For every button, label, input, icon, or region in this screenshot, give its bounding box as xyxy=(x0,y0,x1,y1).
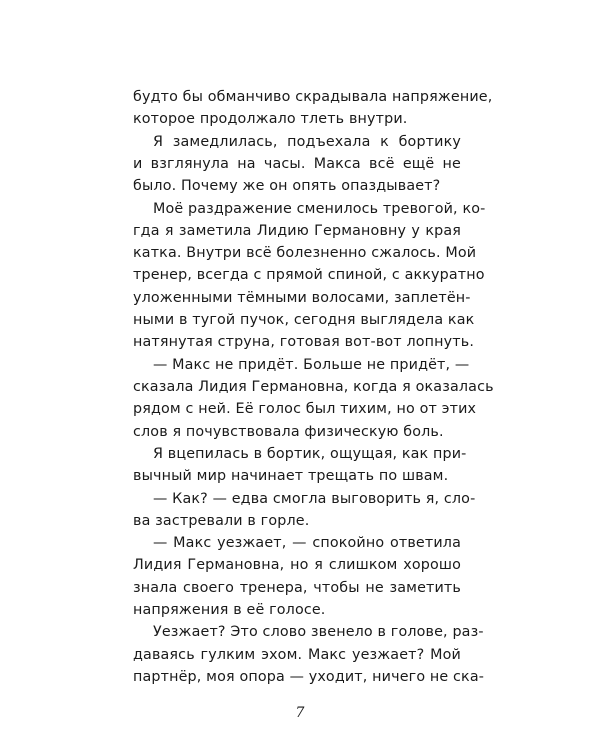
text-line: катка. Внутри всё болезненно сжалось. Мой xyxy=(133,245,477,261)
text-line: даваясь гулким эхом. Макс уезжает? Мой xyxy=(133,647,461,663)
text-line: вычный мир начинает трещать по швам. xyxy=(133,468,449,484)
text-line: которое продолжало тлеть внутри. xyxy=(133,111,408,127)
text-line: — Макс не придёт. Больше не придёт, — xyxy=(153,357,470,373)
text-line: гда я заметила Лидию Германовну у края xyxy=(133,223,461,239)
text-line: Я вцепилась в бортик, ощущая, как при- xyxy=(153,446,467,462)
text-line: — Макс уезжает, — спокойно ответила xyxy=(153,535,461,551)
page-number: 7 xyxy=(295,705,305,721)
text-line: тренер, всегда с прямой спиной, с аккуратно xyxy=(133,267,485,283)
text-line: партнёр, моя опора — уходит, ничего не ска- xyxy=(133,669,485,685)
text-line: сказала Лидия Германовна, когда я оказалась xyxy=(133,379,494,395)
text-line: ными в тугой пучок, сегодня выглядела как xyxy=(133,312,475,328)
text-line: — Как? — едва смогла выговорить я, сло- xyxy=(153,491,476,507)
text-line: знала своего тренера, чтобы не заметить xyxy=(133,580,461,596)
text-line: натянутая струна, готовая вот-вот лопнуть. xyxy=(133,334,475,350)
text-line: рядом с ней. Её голос был тихим, но от этих xyxy=(133,401,477,417)
text-line: будто бы обманчиво скрадывала напряжение, xyxy=(133,89,493,105)
text-line: Я замедлилась, подъехала к бортику xyxy=(153,134,461,150)
text-line: Моё раздражение сменилось тревогой, ко- xyxy=(153,201,486,217)
text-line: и взглянула на часы. Макса всё ещё не xyxy=(133,156,461,172)
text-line: было. Почему же он опять опаздывает? xyxy=(133,178,441,194)
text-line: Лидия Германовна, но я слишком хорошо xyxy=(133,557,461,573)
text-line: слов я почувствовала физическую боль. xyxy=(133,424,444,440)
text-line: ва застревали в горле. xyxy=(133,513,310,529)
text-line: Уезжает? Это слово звенело в голове, раз- xyxy=(153,624,484,640)
text-line: напряжения в её голосе. xyxy=(133,602,326,618)
text-line: уложенными тёмными волосами, заплетён- xyxy=(133,290,471,306)
